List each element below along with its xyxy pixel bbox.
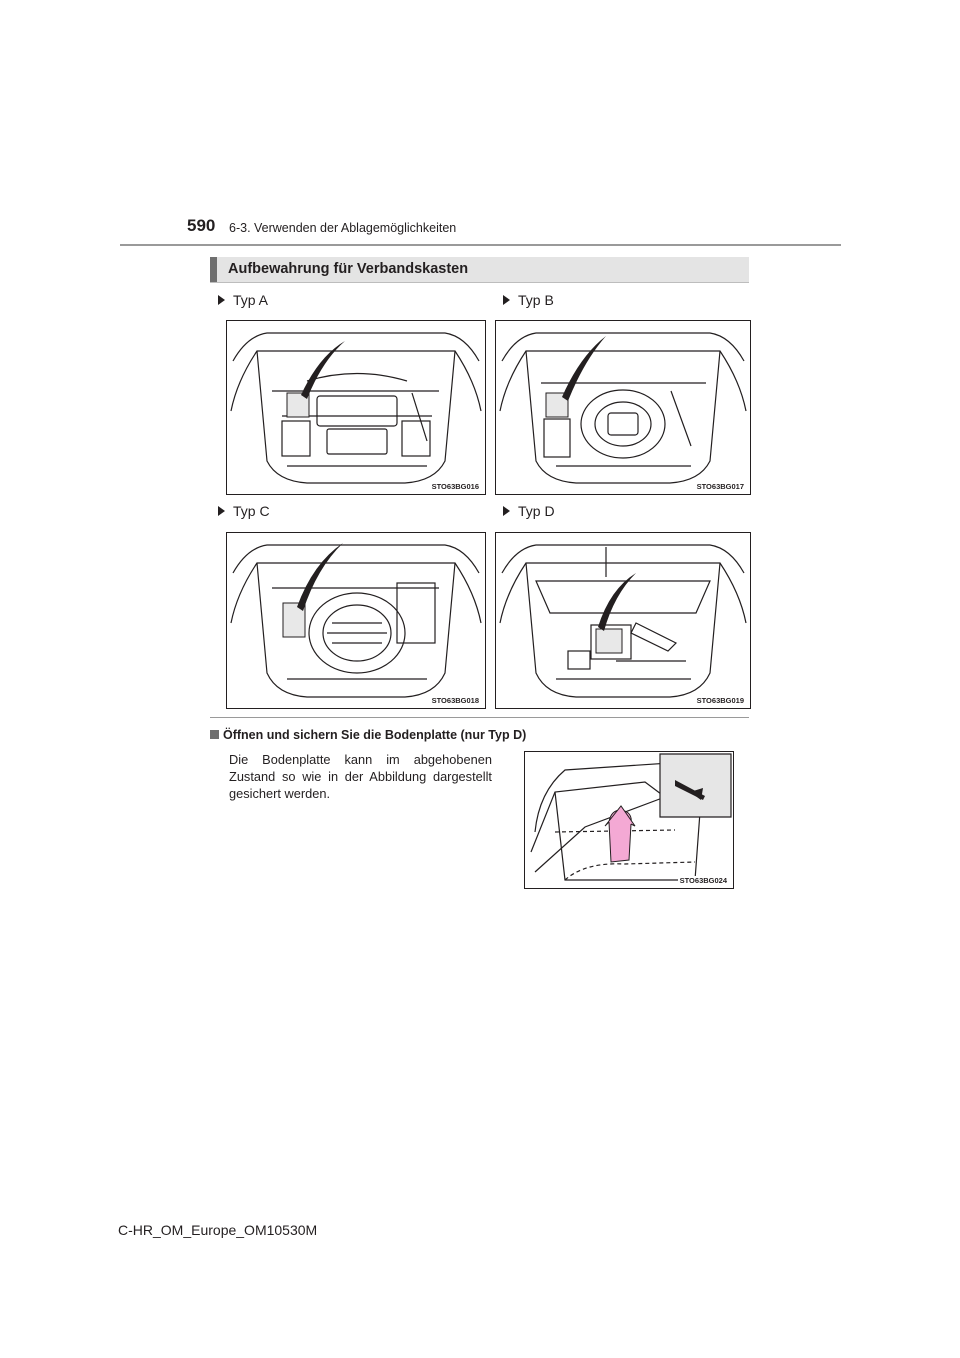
type-d-label: Typ D [503,503,555,519]
figure-code: STO63BG019 [696,696,744,705]
note-heading: Öffnen und sichern Sie die Bodenplatte (nur Typ D) [210,728,526,742]
figure-code: STO63BG016 [431,482,479,491]
type-c-label: Typ C [218,503,270,519]
figure-code: STO63BG018 [431,696,479,705]
trunk-type-d-illustration [496,533,750,708]
section-heading-bar [210,257,749,283]
triangle-bullet-icon [218,506,225,516]
figure-type-a [226,320,486,495]
floor-board-illustration [525,752,733,888]
page-number: 590 [187,216,216,235]
triangle-bullet-icon [503,295,510,305]
header-divider [120,244,841,246]
trunk-type-a-illustration [227,321,485,494]
document-footer: C-HR_OM_Europe_OM10530M [118,1222,318,1238]
triangle-bullet-icon [503,506,510,516]
section-title: Aufbewahrung für Verbandskasten [228,261,469,277]
figure-type-d [495,532,751,709]
triangle-bullet-icon [218,295,225,305]
type-b-label: Typ B [503,292,554,308]
figure-type-b [495,320,751,495]
chapter-title: 6-3. Verwenden der Ablagemöglichkeiten [229,221,457,235]
trunk-type-b-illustration [496,321,750,494]
figure-code: STO63BG024 [679,876,727,885]
type-a-label: Typ A [218,292,268,308]
trunk-type-c-illustration [227,533,485,708]
square-bullet-icon [210,730,219,739]
section-marker [210,257,217,282]
figure-code: STO63BG017 [696,482,744,491]
figure-floor-board [524,751,734,889]
note-body: Die Bodenplatte kann im abgehobenen Zustand so wie in der Abbildung dargestellt gesichert werden. [229,752,492,801]
figure-type-c [226,532,486,709]
section-divider [210,717,749,718]
